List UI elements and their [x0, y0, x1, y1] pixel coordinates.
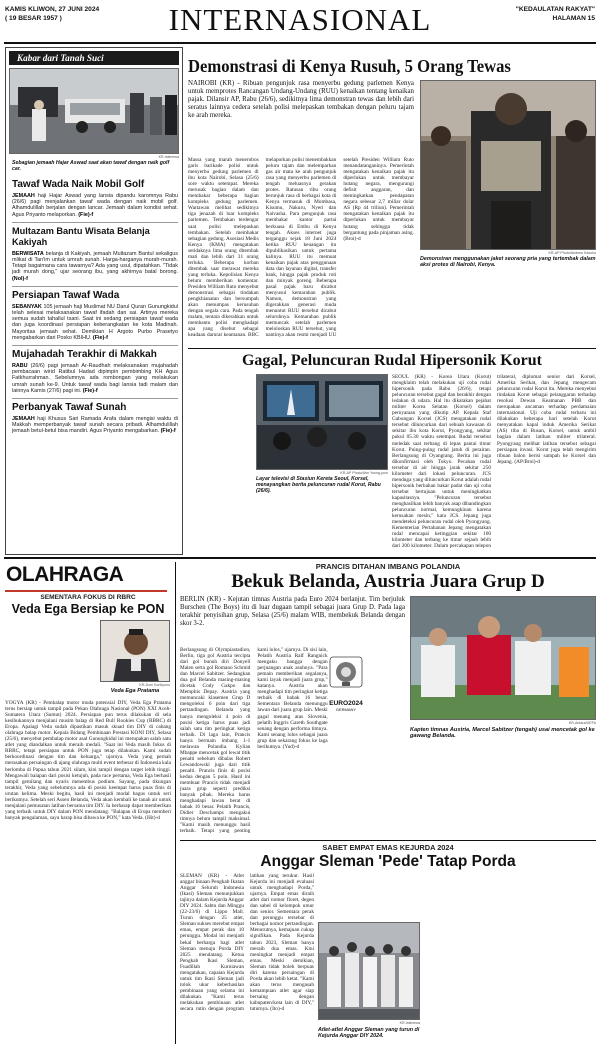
- header-saka-date: ( 19 BESAR 1957 ): [5, 14, 62, 22]
- kenya-photo: [420, 80, 596, 250]
- header-page-number: HALAMAN 15: [552, 14, 595, 22]
- sidebar-item-text: (26/6) pagi jemaah Ar-Raudhah melaksanakan mujahadah pembacaan wirid Ratibul Hadad dipimpin pembimbing KH Agus Fatkhurrahman. Sebelumnya ada rombongan yang melakukan umrah sunah ke-9. Untuk tawaf wada bagi lansia tadi malam dan lainnya Kamis (27/6) pagi ini.: [12, 363, 178, 394]
- euro-headline: Bekuk Belanda, Austria Juara Grup D: [231, 571, 545, 592]
- sleman-photo-credit: KR-Istimewa: [399, 1021, 420, 1025]
- euro-photo-caption: Kapten timnas Austria, Marcel Sabitzer (tengah) usai mencetak gol ke gawang Belanda.: [410, 727, 595, 740]
- euro-logo-sub: GERMANY: [335, 707, 357, 712]
- kenya-body: Massa yang marah menerobos garis barikade polisi untuk menyerbu gedung parlemen di ibu kota Nairobi, Selasa (25/6) sore waktu setempat. Mereka merusak bagian dalam dan membakar beberapa bagian kompleks gedung parlemen. Wartawan melihat sedikitnya tiga jenazah di luar kompleks parlemen. Tembakan terdengar saat polisi melepaskan tembakan. Setelah membakar sebagian gedung. Asosiasi Medis Kenya (KMA) mengatakan setidaknya lima orang ditembak mati dan lebih dari 31 orang terluka. Beberapa korban ditembak saat merawat mereka yang terluka. Kepolisian Kenya belum memberikan komentar. Presiden William Ruto menyebut demonstrasi sebagai tindakan pengkhianatan dan bersumpah akan menumpas kerusuhan dengan segala cara. Pada tengah malam, tentara dikerahkan untuk membantu polisi menghadapi apa yang disebut sebagai keadaan darurat keamanan. BBC melaporkan polisi menembakkan peluru tajam dan melemparkan gas air mata ke arah pengunjuk rasa yang menyerbu parlemen di tengah meluasnya gerakan protes. Ratusan ribu orang berunjuk rasa di berbagai kota di Kenya termasuk di Mombasa, Kisumu, Nakuru, Nyeri dan Naivasha. Para pengunjuk rasa membakar kantor partai berkuasa di Embu di Kenya tengah. Akses internet juga terganggu sejak 18 Juni 2024 ketika RUU keuangan itu dipublikasikan untuk pertama kalinya. RUU itu memuat kenaikan pajak atas penggunaan data dan layanan digital, transfer bank, hingga pajak produk roti dan minyak goreng. Beberapa pasal pajak baru dicabut menyusul kemarahan publik. Namun, demonstran yang digerakkan generasi muda menuntut RUU tersebut dicabut seluruhnya. Kemarahan publik memuncak setelah parlemen meloloskan RUU tersebut, yang nantinya akan resmi menjadi UU setelah Presiden William Ruto menandatanganinya. Pemerintah mengatakan kenaikan pajak itu diperlukan untuk membayar hutang negara, mengurangi defisit anggaran, dan meningkatkan pendapatan negara sebesar 2,7 miliar dolar AS (Rp 44 triliun). Pemerintah mengatakan kenaikan pajak itu diperlukan untuk membayar hutang sehingga tidak bergantung pada pinjaman asing. (Broi)-d: [188, 157, 414, 339]
- sidebar-item-text: haji Hajar Aswad yang lansia dipandu karomnya Rabu (26/6) pagi menjalankan tawaf wada dengan naik mobil golf. Alhamdulillah berjalan dengan lancar. Jemaah dalam kondisi sehat. Agus Priyanto melaporkan.: [12, 193, 179, 218]
- olahraga-section-title: [6, 563, 123, 587]
- sleman-photo-caption: Atlet-atlet Anggar Sleman yang turun di Kejurda Anggar DIY 2024.: [318, 1027, 420, 1039]
- sidebar-item-title: Persiapan Tawaf Wada: [12, 289, 120, 301]
- sidebar-item: [12, 345, 178, 394]
- pon-photo: [100, 620, 170, 682]
- sidebar-item-sign: (Fie)-f: [160, 428, 176, 435]
- olahraga-column-rule: [175, 562, 176, 1044]
- sidebar-item: [12, 222, 178, 282]
- euro-kicker: PRANCIS DITAHAN IMBANG POLANDIA: [315, 562, 461, 571]
- kenya-photo-credit: KR-AP Photo/Andrew Kasuku: [548, 251, 596, 255]
- pon-photo-caption: Veda Ega Pratama: [110, 688, 160, 694]
- tanah-suci-box: [5, 47, 183, 555]
- sidebar-item-body: [12, 304, 178, 341]
- sidebar-item-lead: BERWISATA: [12, 250, 44, 257]
- euro-lead: BERLIN (KR) - Kejutan timnas Austria pada Euro 2024 berlanjut. Tim berjuluk Burschen (The Boys) itu di luar dugaan tampil sebagai juara Grup D. Pada laga terakhir penyisihan grup, Selasa (25/6) malam WIB, membekuk Belanda dengan skor 3-2.: [180, 596, 405, 628]
- euro-photo: [410, 596, 596, 720]
- header-paper-block: [516, 6, 595, 23]
- section-title: INTERNASIONAL: [168, 2, 432, 37]
- sidebar-item: [12, 398, 178, 435]
- korut-body: SEOUL (KR) - Korea Utara (Korut) mengklaim telah melakukan uji coba rudal hipersonik pada Rabu (26/6), tetapi peluncuran tersebut gagal dan berakhir dengan ledakan di udara. Hal itu dikatakan pejabat militer Korea Selatan (Korsel) dalam pernyataan yang dikutip AP. Kepala Staf Gabungan Korsel (JCS) mengatakan rudal tersebut diluncurkan dari sebuah kawasan di sekitar ibu kota Korut, Pyongyang, sekitar pukul 05.30 waktu setempat. Rudal tersebut meledak saat terbang di lepas pantai timur Korut. Puing-puing rudal jatuh di perairan. Berlangsung di Oyangrang. Berita ini juga dikonfirmasi oleh Tokyo. Pecahan rudal tersebar di air hingga jarak sekitar 250 kilometer dari lokasi peluncuran. JCS menduga yang diluncurkan Korut adalah rudal hipersonik berbahan bakar padat dan uji coba tersebut bertujuan untuk meningkatkan kapasitasnya. "Peluncuran tersebut menghasilkan lebih banyak asap dibandingkan peluncuran normal, kemungkinan karena kerusakan mesin," kata JCS. Jepang juga mendeteksi peluncuran rudal oleh Pyongyang. Kementerian Pertahanan Jepang mengatakan rudal mencapai ketinggian sekitar 100 kilometer dan terbang ke timur sejauh lebih dari 200 kilometer. Dalam percakapan telepon trilateral, diplomat senior dari Korsel, Amerika Serikat, dan Jepang mengecam peluncuran rudal Korut itu. Mereka menyebut tindakan Korut sebagai pelanggaran terhadap resolusi Dewan Keamanan PBB dan merupakan ancaman terhadap perdamaian internasional. Uji coba rudal terbaru ini dilakukan beberapa hari setelah Korut menyatakan kapal induk Amerika Serikat (AS) tiba di Busan, Korsel, untuk ambil bagian dalam latihan militer trilateral. Pyongyang melihat latihan tersebut sebagai persiapan invasi. Korut juga telah mengirim ribuan balon berisi sampah ke Korsel dan Jepang. (AP/Broi)-d: [392, 374, 596, 550]
- sidebar-item: [12, 286, 178, 341]
- sidebar-item-body: [12, 251, 178, 282]
- euro-body: Berlangsung di Olympiastadion, Berlin, tiga gol Austria tercipta dari gol bunuh diri Donyell Malen serta gol Romano Schmid dan Marcel Sabitzer. Sedangkan dua gol Belanda masing-masing dicetak Cody Gakpo dan Memphis Depay. Austria yang memuncaki klasemen Grup D mengoleksi 6 poin dari tiga pertandingan. Belanda yang hanya mengoleksi 4 poin di posisi ketiga harus puas jadi salah satu tim peringkat ketiga terbaik. Di laga lain, Prancis hanya bermain imbang 1-1 melawan Polandia. Kylian Mbappe mencetak gol lewat titik penalti sebelum dibalas Robert Lewandowski juga dari titik penalti. Prancis finis di posisi kedua dengan 5 poin. Hasil ini membuat Prancis tidak menjadi juara grup seperti prediksi banyak pihak. Mereka harus menghadapi lawan berat di babak 16 besar. Pelatih Prancis, Didier Deschamps mengakui timnya belum tampil maksimal. "Kami masih menunggu hasil terbaik. Tetapi yang penting kami lolos," ujarnya. Di sisi lain, Pelatih Austria Ralf Rangnick mengaku bangga dengan perjuangan anak asuhnya. "Para pemain memberikan segalanya, kami layak menjadi juara grup," katanya. Austria akan menghadapi tim peringkat ketiga terbaik di babak 16 besar. Sementara Belanda menunggu lawan dari juara grup lain. Meski gagal menang atas Slovenia, pelatih Inggris Gareth Southgate senang dengan performa timnya. Kami senang lolos sebagai juara grup dan sekarang fokus ke laga berikutnya. (Yud)-d: [180, 647, 328, 835]
- sidebar-item-body: [12, 363, 178, 394]
- sidebar-item-text: 105 jemaah haji Muslimat NU Darul Quran Gunungkidul telah selesai melaksanakan tawaf ifadah dan sai. Artinya mereka semua sudah tahallul tsani. Saat ini sedang persiapan tawaf wada dan juga koordinasi persiapan keberangkatan ke kota Madinah. Mayoritas jemaah sehat. Demikian H Argoto Purbo Prasetyo mengabarkan dari Posko KBIHU.: [12, 303, 178, 341]
- sidebar-item-title: Multazam Bantu Wisata Belanja Kakiyah: [12, 225, 150, 247]
- korut-photo: [256, 374, 388, 470]
- korut-headline: Gagal, Peluncuran Rudal Hipersonik Korut: [241, 352, 543, 369]
- pon-photo-credit: KR-Doni Kontiyono: [139, 683, 170, 687]
- kenya-headline: Demonstrasi di Kenya Rusuh, 5 Orang Tewas: [188, 56, 511, 76]
- sidebar-item-lead: JEMAAH: [12, 193, 35, 199]
- olahraga-underline: [5, 590, 167, 592]
- sidebar-item-text: haji Khusus Sari Ramada Arafa dalam mengisi waktu di Makkah memperbanyak tawaf sunah secara pribadi. Alhamdulillah jemaah betul-betul bisa mandiri. Agus Priyanto mengabarkan.: [12, 416, 178, 435]
- euro-divider: [180, 840, 596, 841]
- sidebar-item-lead: RABU: [12, 363, 28, 370]
- header-paper-name: "KEDAULATAN RAKYAT": [515, 6, 595, 13]
- sidebar-item-title: Mujahadah Terakhir di Makkah: [12, 349, 157, 361]
- sleman-kicker: SABET EMPAT EMAS KEJURDA 2024: [322, 843, 454, 852]
- kenya-photo-caption: Demonstran menggunakan jaket seorang pria yang tertembak dalam aksi protes di Nairobi, Kenya.: [420, 256, 596, 268]
- olahraga-label: OLAHRAGA: [6, 563, 124, 586]
- sidebar-item-title: Tawaf Wada Naik Mobil Golf: [12, 179, 145, 190]
- tanah-suci-banner: [9, 51, 179, 65]
- pon-body: YOGYA (KR) - Pembalap motor muda potensial DIY, Veda Ega Pratama terus bersiap untuk tampil pada Pekan Olahraga Nasional (PON) XXI Aceh-Sumatera Utara (Sumut) 2024. Persiapan pun terus dilakukan di sela kesibukannya menjalani musim balap di Red Bull Rookies Cup (RBRC) di Eropa. Apalagi Veda sudah dipastikan masuk skuad tim DIY di cabang olahraga balap motor. Kepala Bidang Pembinaan Prestasi KONI DIY, Selasa (25/6), menyebut pembalap motor asal Gunungkidul ini merupakan salah satu atlet yang diandalkan untuk meraih medali. "Saat ini Veda masih fokus di RBRC, tetapi persiapan untuk PON juga tetap dilakukan. Kami sudah berkoordinasi dengan tim dan keluarga," ujarnya. Veda yang pernah merasakan persaingan di ajang olahraga multi event terbesar di Indonesia kala berlomba di Papua tahun 2021 silam, kini tampil dengan target lebih tinggi. Mengawali balapan dari posisi ketujuh, pada race pertama, Veda Ega berhasil tampil gemilang dan nyaris menembus podium. Sayang, pada tikungan terakhir, Veda yang sebelumnya ada di posisi keempat harus puas finis di urutan kelima. Meski begitu, hasil ini menjadi modal bagus untuk seri berikutnya. Setelah seri Assen Belanda, Veda akan kembali ke tanah air untuk menjalani pemusatan latihan bersama tim DIY. Ia berharap dapat memberikan yang terbaik untuk DIY dalam PON mendatang. "Balapan di Eropa memberi banyak pengalaman, saya harap bisa dibawa ke PON," kata Veda. (Hit)-d: [5, 700, 171, 821]
- sleman-body: SLEMAN (KR) - Atlet anggar binaan Pengkab Ikatan Anggar Seluruh Indonesia (Ikasi) Sleman menunjukkan tajinya dalam Kejurda Anggar DIY 2024. Sabtu dan Minggu (22-23/6) di Lippo Mall. Turun dengan 25 atlet, Sleman sukses merebut empat emas, empat perak dan 10 perunggu. Modal ini menjadi bekal berharga bagi atlet Sleman menuju Porda DIY 2025 mendatang. Ketua Pengkab Ikasi Sleman, Fuadillah Kurniawan mengatakan, capaian Kejurda untuk tim Ikasi Sleman jadi tolok ukur keberhasilan pembinaan yang selama ini dilakukan. "Kami terus melakukan pembinaan atlet secara rutin dengan program latihan yang terukur. Hasil Kejurda ini menjadi evaluasi untuk menghadapi Porda," ujarnya. Empat emas diraih atlet dari nomor floret, degen dan sabel di kelompok umur dan senior. Sementara perak dan perunggu tersebar di berbagai nomor pertandingan. Menurutnya, kemajuan cukup signifikan. Pada Kejurda tahun 2023, Sleman hanya meraih dua emas. Kini meningkat menjadi empat emas. Meski demikian, Sleman tidak boleh berpuas diri karena persaingan di Porda akan lebih ketat. "Kami akan terus mengasah kemampuan atlet agar siap bersaing dengan kabupaten/kota lain di DIY," tuturnya. (Ito)-d: [180, 873, 314, 1013]
- sidebar-item: [12, 179, 178, 218]
- tanah-suci-items: [12, 176, 178, 435]
- sidebar-item-lead: JEMAAH: [12, 416, 35, 423]
- kenya-divider: [188, 348, 596, 349]
- pon-kicker: SEMENTARA FOKUS DI RBRC: [40, 594, 136, 601]
- sidebar-item-lead: SEBANYAK: [12, 303, 42, 310]
- sidebar-item-body: [12, 416, 178, 435]
- sidebar-item-text: belanja di Kakiyah, jemaah Multazam Bantul sekaligus mlikat di Tan'im untuk umrah sunah. Harga-harganya murah-murah. Tetapi bagaimana cara tawarnya? Ada yang usul, dipatahkan. "Tidak jadi murah dong," ujar seorang ibu, yang akhirnya batal borong.: [12, 250, 179, 276]
- header-date: KAMIS KLIWON, 27 JUNI 2024: [5, 6, 100, 13]
- sleman-photo: [318, 922, 420, 1020]
- header-rule: [4, 42, 596, 44]
- korut-photo-caption: Layar televisi di Stasiun Kereta Seoul, Korsel, menayangkan berita peluncuran rudal Korut, Rabu (26/6).: [256, 476, 381, 494]
- euro-photo-credit: KR-Antara/UEFA: [568, 721, 596, 725]
- kenya-lead: NAIROBI (KR) - Ribuan pengunjuk rasa menyerbu gedung parlemen Kenya untuk memprotes Rancangan Undang-Undang (RUU) kenaikan tentang kenaikan pajak. Dilansir AP, Rabu (26/6), sedikitnya lima demonstran tewas dan lebih dari seratus lainnya cedera setelah polisi melepaskan tembakan dengan peluru tajam ke arah mereka.: [188, 80, 414, 120]
- sleman-headline: Anggar Sleman 'Pede' Tatap Porda: [260, 853, 516, 870]
- korut-photo-credit: KR-AP Photo/Ahn Young-joon: [340, 471, 388, 475]
- sidebar-item-title: Perbanyak Tawaf Sunah: [12, 402, 127, 414]
- pon-headline: Veda Ega Bersiap ke PON: [11, 602, 165, 616]
- tanah-suci-banner-text: Kabar dari Tanah Suci: [17, 53, 104, 63]
- euro-logo-text: EURO2024: [329, 700, 363, 707]
- tanah-suci-photo-credit: KR-Istimewa: [158, 155, 179, 159]
- sidebar-item-body: [12, 193, 178, 218]
- olahraga-top-rule: [4, 557, 596, 559]
- header-date-block: [5, 6, 99, 23]
- sidebar-item-sign: (Nol)-f: [12, 275, 28, 282]
- kenya-body-right: [420, 275, 596, 343]
- sidebar-item-sign: (Fie)-f: [78, 211, 94, 218]
- sidebar-item-sign: (Fie)-f: [92, 334, 108, 341]
- tanah-suci-photo: [9, 68, 179, 154]
- tanah-suci-photo-caption: Sebagian jemaah Hajar Aswad saat akan tawaf dengan naik golf car.: [12, 160, 170, 172]
- euro-body-right: [410, 742, 596, 834]
- sidebar-item-sign: (Fie)-f: [82, 387, 98, 394]
